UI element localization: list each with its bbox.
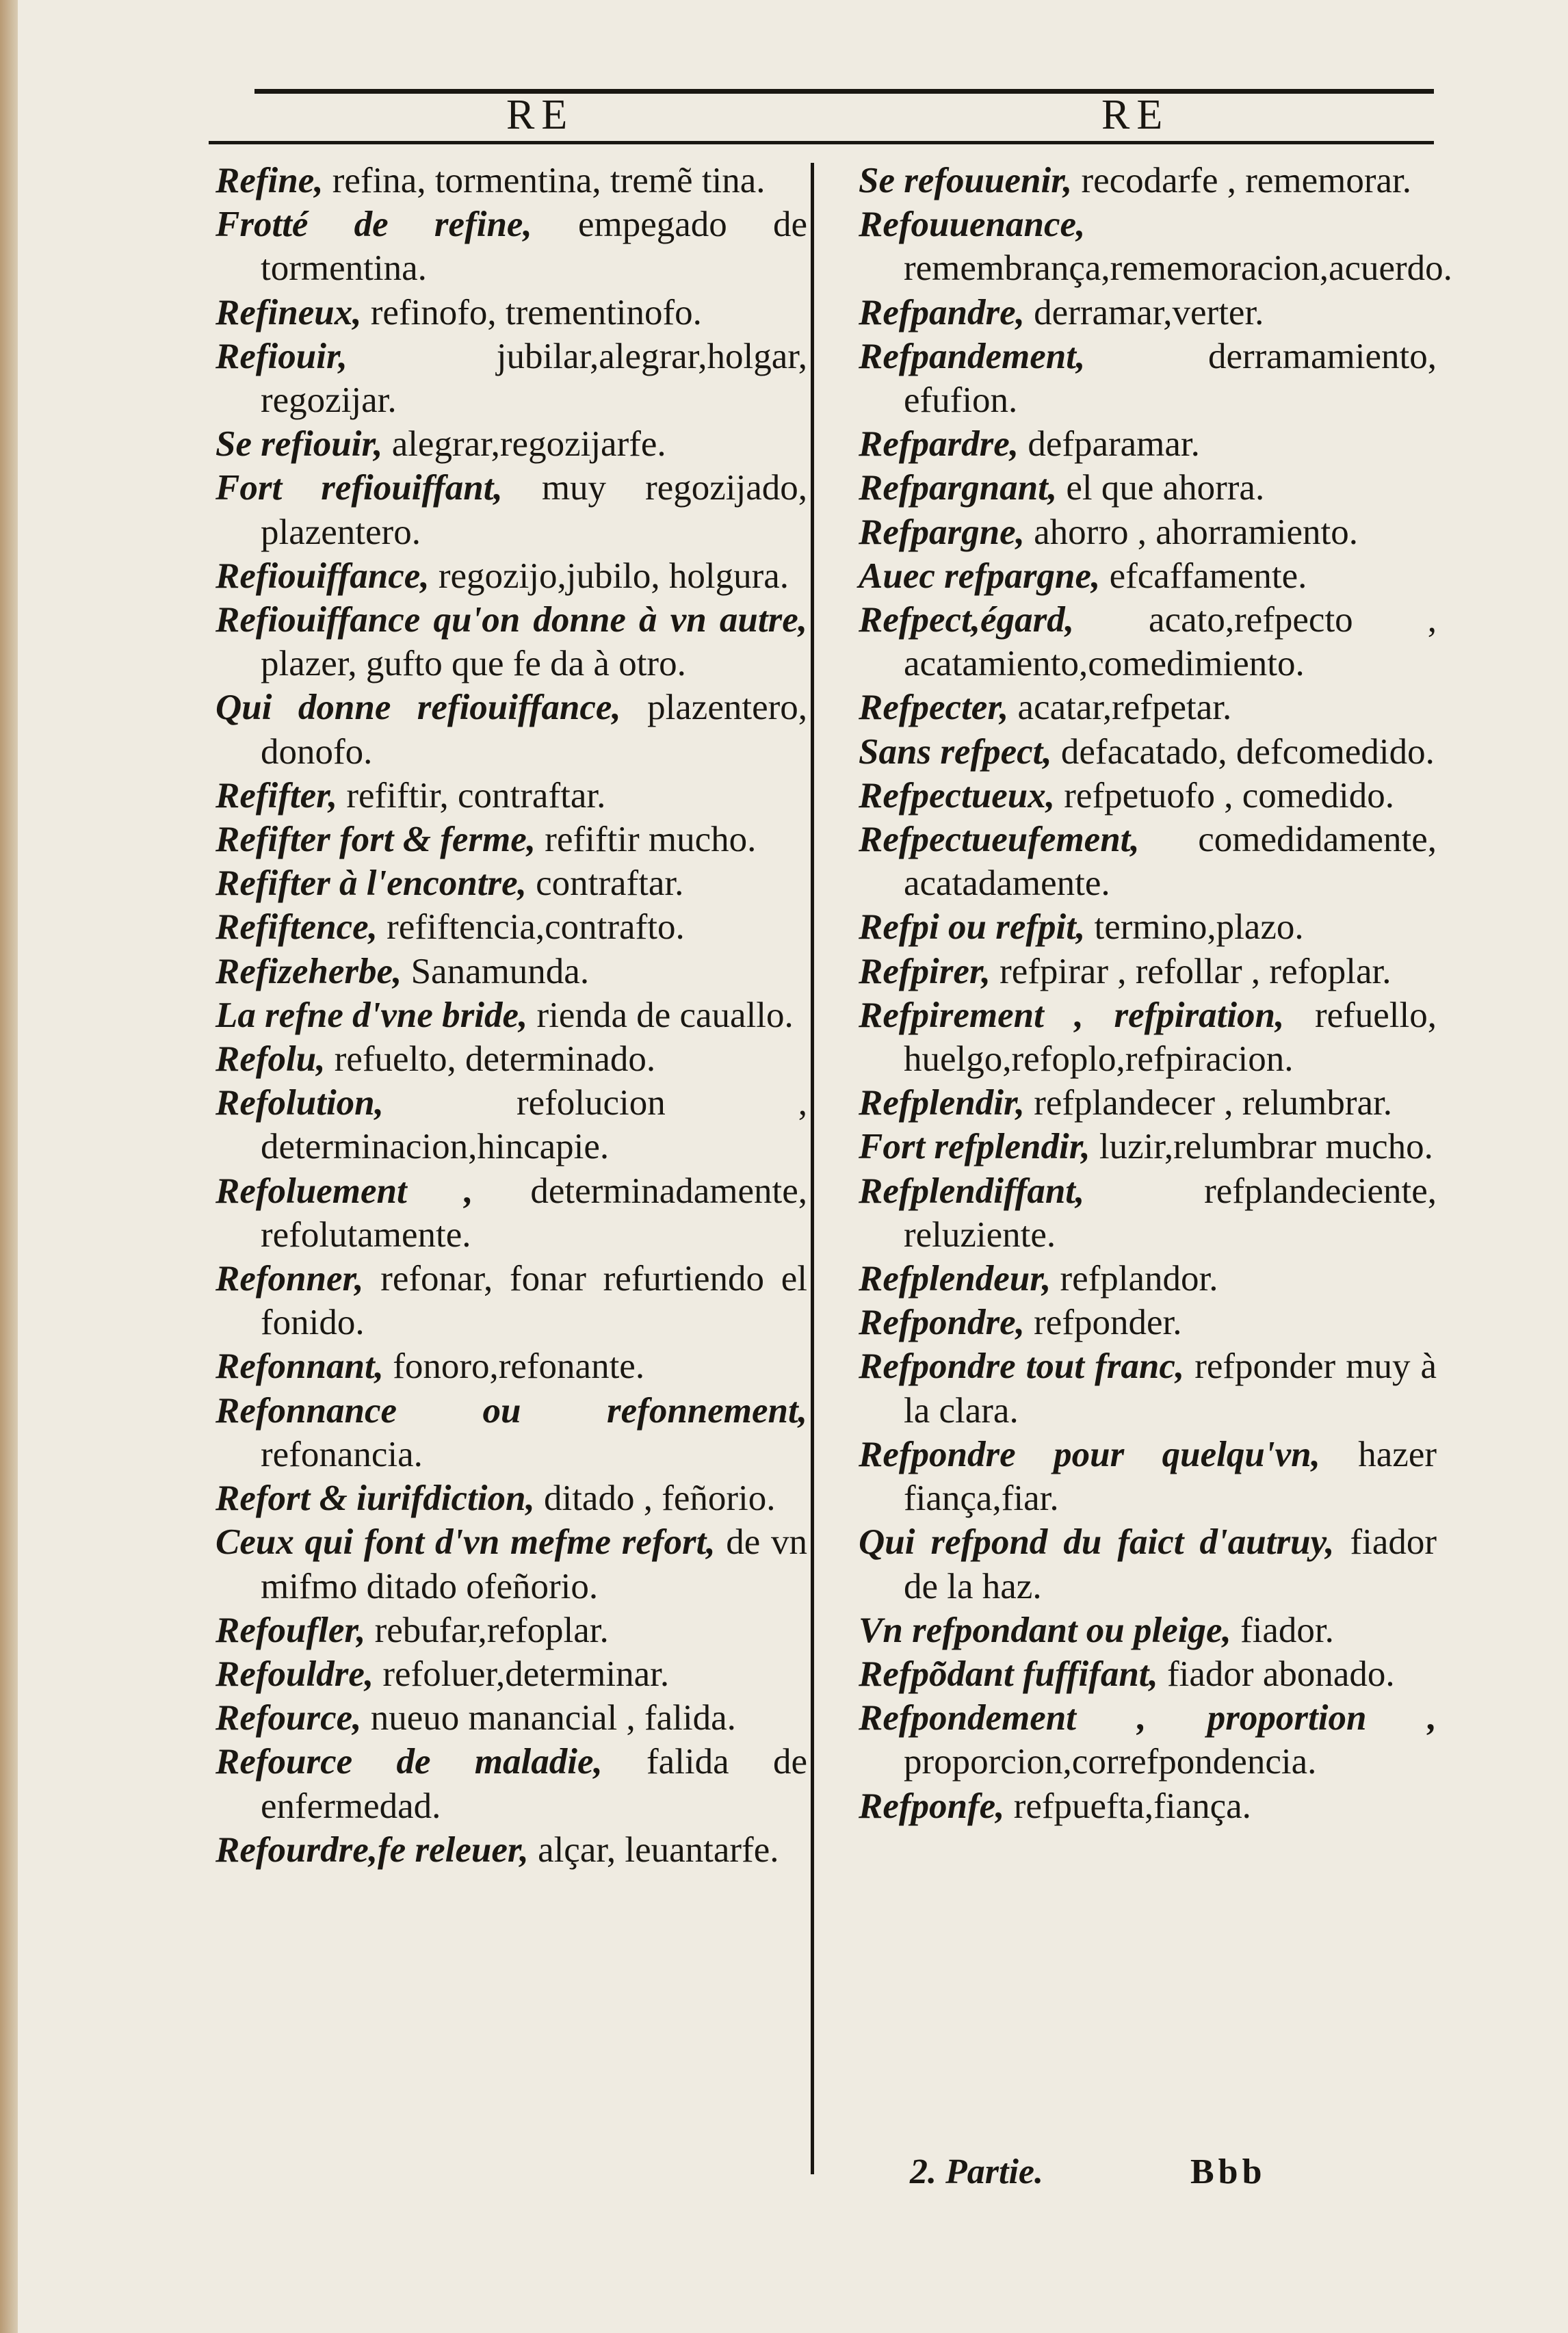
dictionary-entry <box>859 203 1452 290</box>
entry-headword: Vn refpondant ou pleige, <box>859 1610 1231 1650</box>
dictionary-entry <box>859 291 1437 335</box>
dictionary-entry <box>215 993 807 1037</box>
entry-headword: Refplendiffant, <box>859 1171 1085 1211</box>
entry-headword: Refplendir, <box>859 1083 1025 1123</box>
running-head-left: RE <box>506 92 575 138</box>
entry-definition: Sanamunda. <box>410 951 590 991</box>
entry-headword: Refiouir, <box>215 336 348 376</box>
entry-definition: rienda de cauallo. <box>536 995 794 1035</box>
dictionary-entry <box>859 1696 1437 1784</box>
dictionary-entry <box>859 466 1437 510</box>
entry-definition: plazer, gufto que fe da à otro. <box>261 644 686 684</box>
entry-definition: fiador abonado. <box>1167 1654 1395 1694</box>
entry-headword: Refoluement , <box>215 1171 473 1211</box>
entry-headword: Ceux qui font d'vn mefme refort, <box>215 1522 716 1563</box>
entry-headword: Fort refplendir, <box>859 1127 1090 1167</box>
dictionary-entry <box>215 774 807 818</box>
entry-headword: Sans refpect, <box>859 731 1052 772</box>
entry-headword: Refource, <box>215 1698 362 1738</box>
dictionary-entry <box>859 1125 1437 1169</box>
entry-definition: remembrança,rememoracion,acuerdo. <box>904 248 1452 289</box>
dictionary-entry <box>859 335 1437 422</box>
entry-definition: refponder muy à la clara. <box>904 1346 1437 1431</box>
entry-definition: rebufar,refoplar. <box>374 1610 609 1650</box>
entry-headword: Refizeherbe, <box>215 951 402 991</box>
entry-definition: defacatado, defcomedido. <box>1060 731 1435 772</box>
entry-definition: acato,refpecto , acatamiento,comedimiento. <box>904 600 1437 684</box>
entry-definition: proporcion,correfpondencia. <box>904 1742 1317 1782</box>
entry-headword: Refifter, <box>215 775 338 816</box>
dictionary-entry <box>215 598 807 686</box>
entry-headword: Qui donne refiouiffance, <box>215 688 621 728</box>
dictionary-entry <box>215 818 807 861</box>
dictionary-entry <box>215 203 807 290</box>
dictionary-entry <box>859 730 1437 774</box>
dictionary-entry <box>859 510 1437 554</box>
dictionary-entry <box>859 1344 1437 1432</box>
entry-definition: refiftir, contraftar. <box>346 775 606 816</box>
entry-definition: jubilar,alegrar,holgar, regozijar. <box>261 336 807 421</box>
dictionary-entry <box>215 1389 807 1476</box>
entry-definition: fonoro,refonante. <box>393 1346 645 1387</box>
entry-headword: Refpi ou refpit, <box>859 907 1086 948</box>
entry-definition: refponder. <box>1034 1303 1182 1343</box>
entry-headword: Refpecter, <box>859 688 1009 728</box>
running-head-right: RE <box>1101 92 1170 138</box>
dictionary-entry <box>859 1301 1437 1344</box>
dictionary-entry <box>215 159 807 203</box>
entry-headword: Frotté de refine, <box>215 205 532 245</box>
entry-headword: La refne d'vne bride, <box>215 995 528 1035</box>
entry-definition: comedidamente, acatadamente. <box>904 820 1437 904</box>
dictionary-entry <box>215 1652 807 1696</box>
entry-headword: Refiouiffance qu'on donne à vn autre, <box>215 600 807 640</box>
dictionary-entry <box>215 1696 807 1740</box>
entry-definition: fiador. <box>1240 1610 1334 1650</box>
dictionary-entry <box>859 422 1437 466</box>
entry-headword: Refiouiffance, <box>215 556 430 596</box>
entry-definition: refuelto, determinado. <box>334 1039 656 1080</box>
signature-mark: Bbb <box>1190 2152 1266 2191</box>
column-divider <box>811 163 814 2174</box>
entry-headword: Fort refiouiffant, <box>215 468 503 508</box>
entry-definition: regozijo,jubilo, holgura. <box>438 556 789 596</box>
entry-definition: hazer fiança,fiar. <box>904 1434 1437 1519</box>
entry-headword: Refpirement , refpiration, <box>859 995 1285 1035</box>
dictionary-entry <box>215 422 807 466</box>
entry-definition: refplandor. <box>1060 1259 1218 1299</box>
entry-headword: Refiftence, <box>215 907 378 948</box>
entry-definition: luzir,relumbrar mucho. <box>1099 1127 1433 1167</box>
dictionary-entry <box>859 1608 1437 1652</box>
entry-definition: fiador de la haz. <box>904 1522 1437 1606</box>
entry-headword: Refineux, <box>215 292 362 333</box>
entry-definition: alegrar,regozijarfe. <box>391 424 666 465</box>
header-rule-lower <box>209 141 1434 144</box>
entry-definition: derramar,verter. <box>1034 292 1264 333</box>
entry-definition: refonar, fonar refurtiendo el fonido. <box>261 1259 807 1343</box>
entry-headword: Refource de maladie, <box>215 1742 603 1782</box>
entry-definition: refinofo, trementinofo. <box>370 292 702 333</box>
entry-definition: refonancia. <box>261 1434 423 1474</box>
dictionary-entry <box>215 1740 807 1827</box>
entry-headword: Refonnant, <box>215 1346 384 1387</box>
entry-headword: Refpargnant, <box>859 468 1058 508</box>
entry-headword: Refpondre tout franc, <box>859 1346 1185 1387</box>
entry-definition: refpuefta,fiança. <box>1013 1786 1251 1826</box>
dictionary-entry <box>215 686 807 773</box>
entry-headword: Se refiouir, <box>215 424 383 465</box>
entry-definition: derramamiento, efufion. <box>904 336 1437 421</box>
entry-headword: Refpondre pour quelqu'vn, <box>859 1434 1320 1474</box>
dictionary-entry <box>215 1476 807 1520</box>
entry-headword: Refort & iurifdiction, <box>215 1478 535 1519</box>
entry-definition: nueuo manancial , falida. <box>370 1698 736 1738</box>
entry-definition: contraftar. <box>536 863 684 904</box>
dictionary-entry <box>215 1037 807 1081</box>
entry-definition: ahorro , ahorramiento. <box>1034 512 1359 552</box>
entry-headword: Auec refpargne, <box>859 556 1101 596</box>
entry-definition: falida de enfermedad. <box>261 1742 807 1826</box>
right-column <box>859 159 1452 1828</box>
entry-definition: alçar, leuantarfe. <box>538 1829 779 1870</box>
entry-definition: refuello, huelgo,refoplo,refpiracion. <box>904 995 1437 1080</box>
dictionary-entry <box>859 686 1437 729</box>
entry-definition: ditado , feñorio. <box>543 1478 776 1519</box>
dictionary-entry <box>859 1257 1437 1301</box>
entry-headword: Refpardre, <box>859 424 1019 465</box>
entry-definition: refolucion , determinacion,hincapie. <box>261 1083 808 1167</box>
entry-headword: Refouldre, <box>215 1654 374 1694</box>
entry-headword: Refifter fort & ferme, <box>215 820 536 860</box>
page-footer <box>910 2148 1389 2196</box>
entry-definition: acatar,refpetar. <box>1017 688 1232 728</box>
page-gutter <box>0 0 18 2333</box>
entry-definition: refplandeciente, reluziente. <box>904 1171 1437 1255</box>
part-label: 2. Partie. <box>910 2152 1043 2191</box>
entry-definition: el que ahorra. <box>1066 468 1265 508</box>
entry-definition: de vn mifmo ditado ofeñorio. <box>261 1522 807 1606</box>
dictionary-entry <box>215 861 807 905</box>
dictionary-entry <box>215 291 807 335</box>
entry-definition: refiftencia,contrafto. <box>387 907 685 948</box>
dictionary-entry <box>859 598 1437 686</box>
dictionary-entry <box>215 905 807 949</box>
entry-headword: Refifter à l'encontre, <box>215 863 527 904</box>
dictionary-entry <box>215 1344 807 1388</box>
entry-definition: plazentero, donofo. <box>261 688 808 772</box>
dictionary-entry <box>859 1784 1437 1828</box>
dictionary-entry <box>859 554 1437 598</box>
dictionary-entry <box>215 335 807 422</box>
dictionary-entry <box>859 1169 1437 1257</box>
dictionary-entry <box>215 1257 807 1344</box>
dictionary-entry <box>859 950 1437 993</box>
entry-headword: Refonner, <box>215 1259 364 1299</box>
entry-headword: Refpectueux, <box>859 775 1056 816</box>
dictionary-entry <box>859 1081 1437 1125</box>
dictionary-entry <box>859 774 1437 818</box>
dictionary-entry <box>215 1081 807 1169</box>
entry-headword: Refolution, <box>215 1083 384 1123</box>
dictionary-entry <box>215 466 807 553</box>
entry-headword: Refolu, <box>215 1039 326 1080</box>
entry-headword: Refpondre, <box>859 1303 1025 1343</box>
header-rule <box>254 89 1434 94</box>
entry-definition: refoluer,determinar. <box>382 1654 670 1694</box>
entry-headword: Refouuenance, <box>859 205 1086 245</box>
left-column <box>215 159 807 1872</box>
entry-headword: Refpirer, <box>859 951 991 991</box>
entry-headword: Se refouuenir, <box>859 161 1073 200</box>
entry-headword: Refpondement , proportion , <box>859 1698 1437 1738</box>
dictionary-entry <box>215 1520 807 1608</box>
entry-definition: empegado de tormentina. <box>261 205 808 289</box>
entry-headword: Refpõdant fuffifant, <box>859 1654 1158 1694</box>
entry-headword: Refpandement, <box>859 336 1086 376</box>
dictionary-entry <box>215 1608 807 1652</box>
dictionary-entry <box>859 159 1437 203</box>
entry-headword: Refplendeur, <box>859 1259 1051 1299</box>
dictionary-entry <box>859 818 1437 905</box>
dictionary-entry <box>215 1828 807 1872</box>
entry-headword: Refpandre, <box>859 292 1025 333</box>
entry-headword: Refpectueufement, <box>859 820 1140 860</box>
entry-headword: Refourdre,fe releuer, <box>215 1829 529 1870</box>
entry-definition: refpetuofo , comedido. <box>1064 775 1395 816</box>
entry-headword: Refponfe, <box>859 1786 1005 1826</box>
dictionary-entry <box>859 993 1437 1081</box>
entry-definition: refina, tormentina, tremẽ tina. <box>332 161 766 200</box>
entry-definition: muy regozijado, plazentero. <box>261 468 808 552</box>
entry-definition: refiftir mucho. <box>545 820 757 860</box>
dictionary-entry <box>215 950 807 993</box>
entry-definition: determinadamente, refolutamente. <box>261 1171 807 1255</box>
entry-headword: Refonnance ou refonnement, <box>215 1390 807 1431</box>
dictionary-entry <box>215 1169 807 1257</box>
entry-definition: efcaffamente. <box>1109 556 1307 596</box>
entry-definition: recodarfe , rememorar. <box>1081 161 1412 200</box>
dictionary-entry <box>859 905 1437 949</box>
entry-headword: Refpect,égard, <box>859 600 1074 640</box>
entry-definition: refplandecer , relumbrar. <box>1034 1083 1393 1123</box>
entry-definition: defparamar. <box>1028 424 1200 465</box>
dictionary-entry <box>215 554 807 598</box>
entry-definition: termino,plazo. <box>1094 907 1304 948</box>
entry-definition: refpirar , refollar , refoplar. <box>999 951 1391 991</box>
dictionary-entry <box>859 1652 1437 1696</box>
entry-headword: Refoufler, <box>215 1610 366 1650</box>
entry-headword: Qui refpond du faict d'autruy, <box>859 1522 1335 1563</box>
dictionary-entry <box>859 1520 1437 1608</box>
dictionary-entry <box>859 1433 1437 1520</box>
entry-headword: Refine, <box>215 161 324 200</box>
entry-headword: Refpargne, <box>859 512 1025 552</box>
